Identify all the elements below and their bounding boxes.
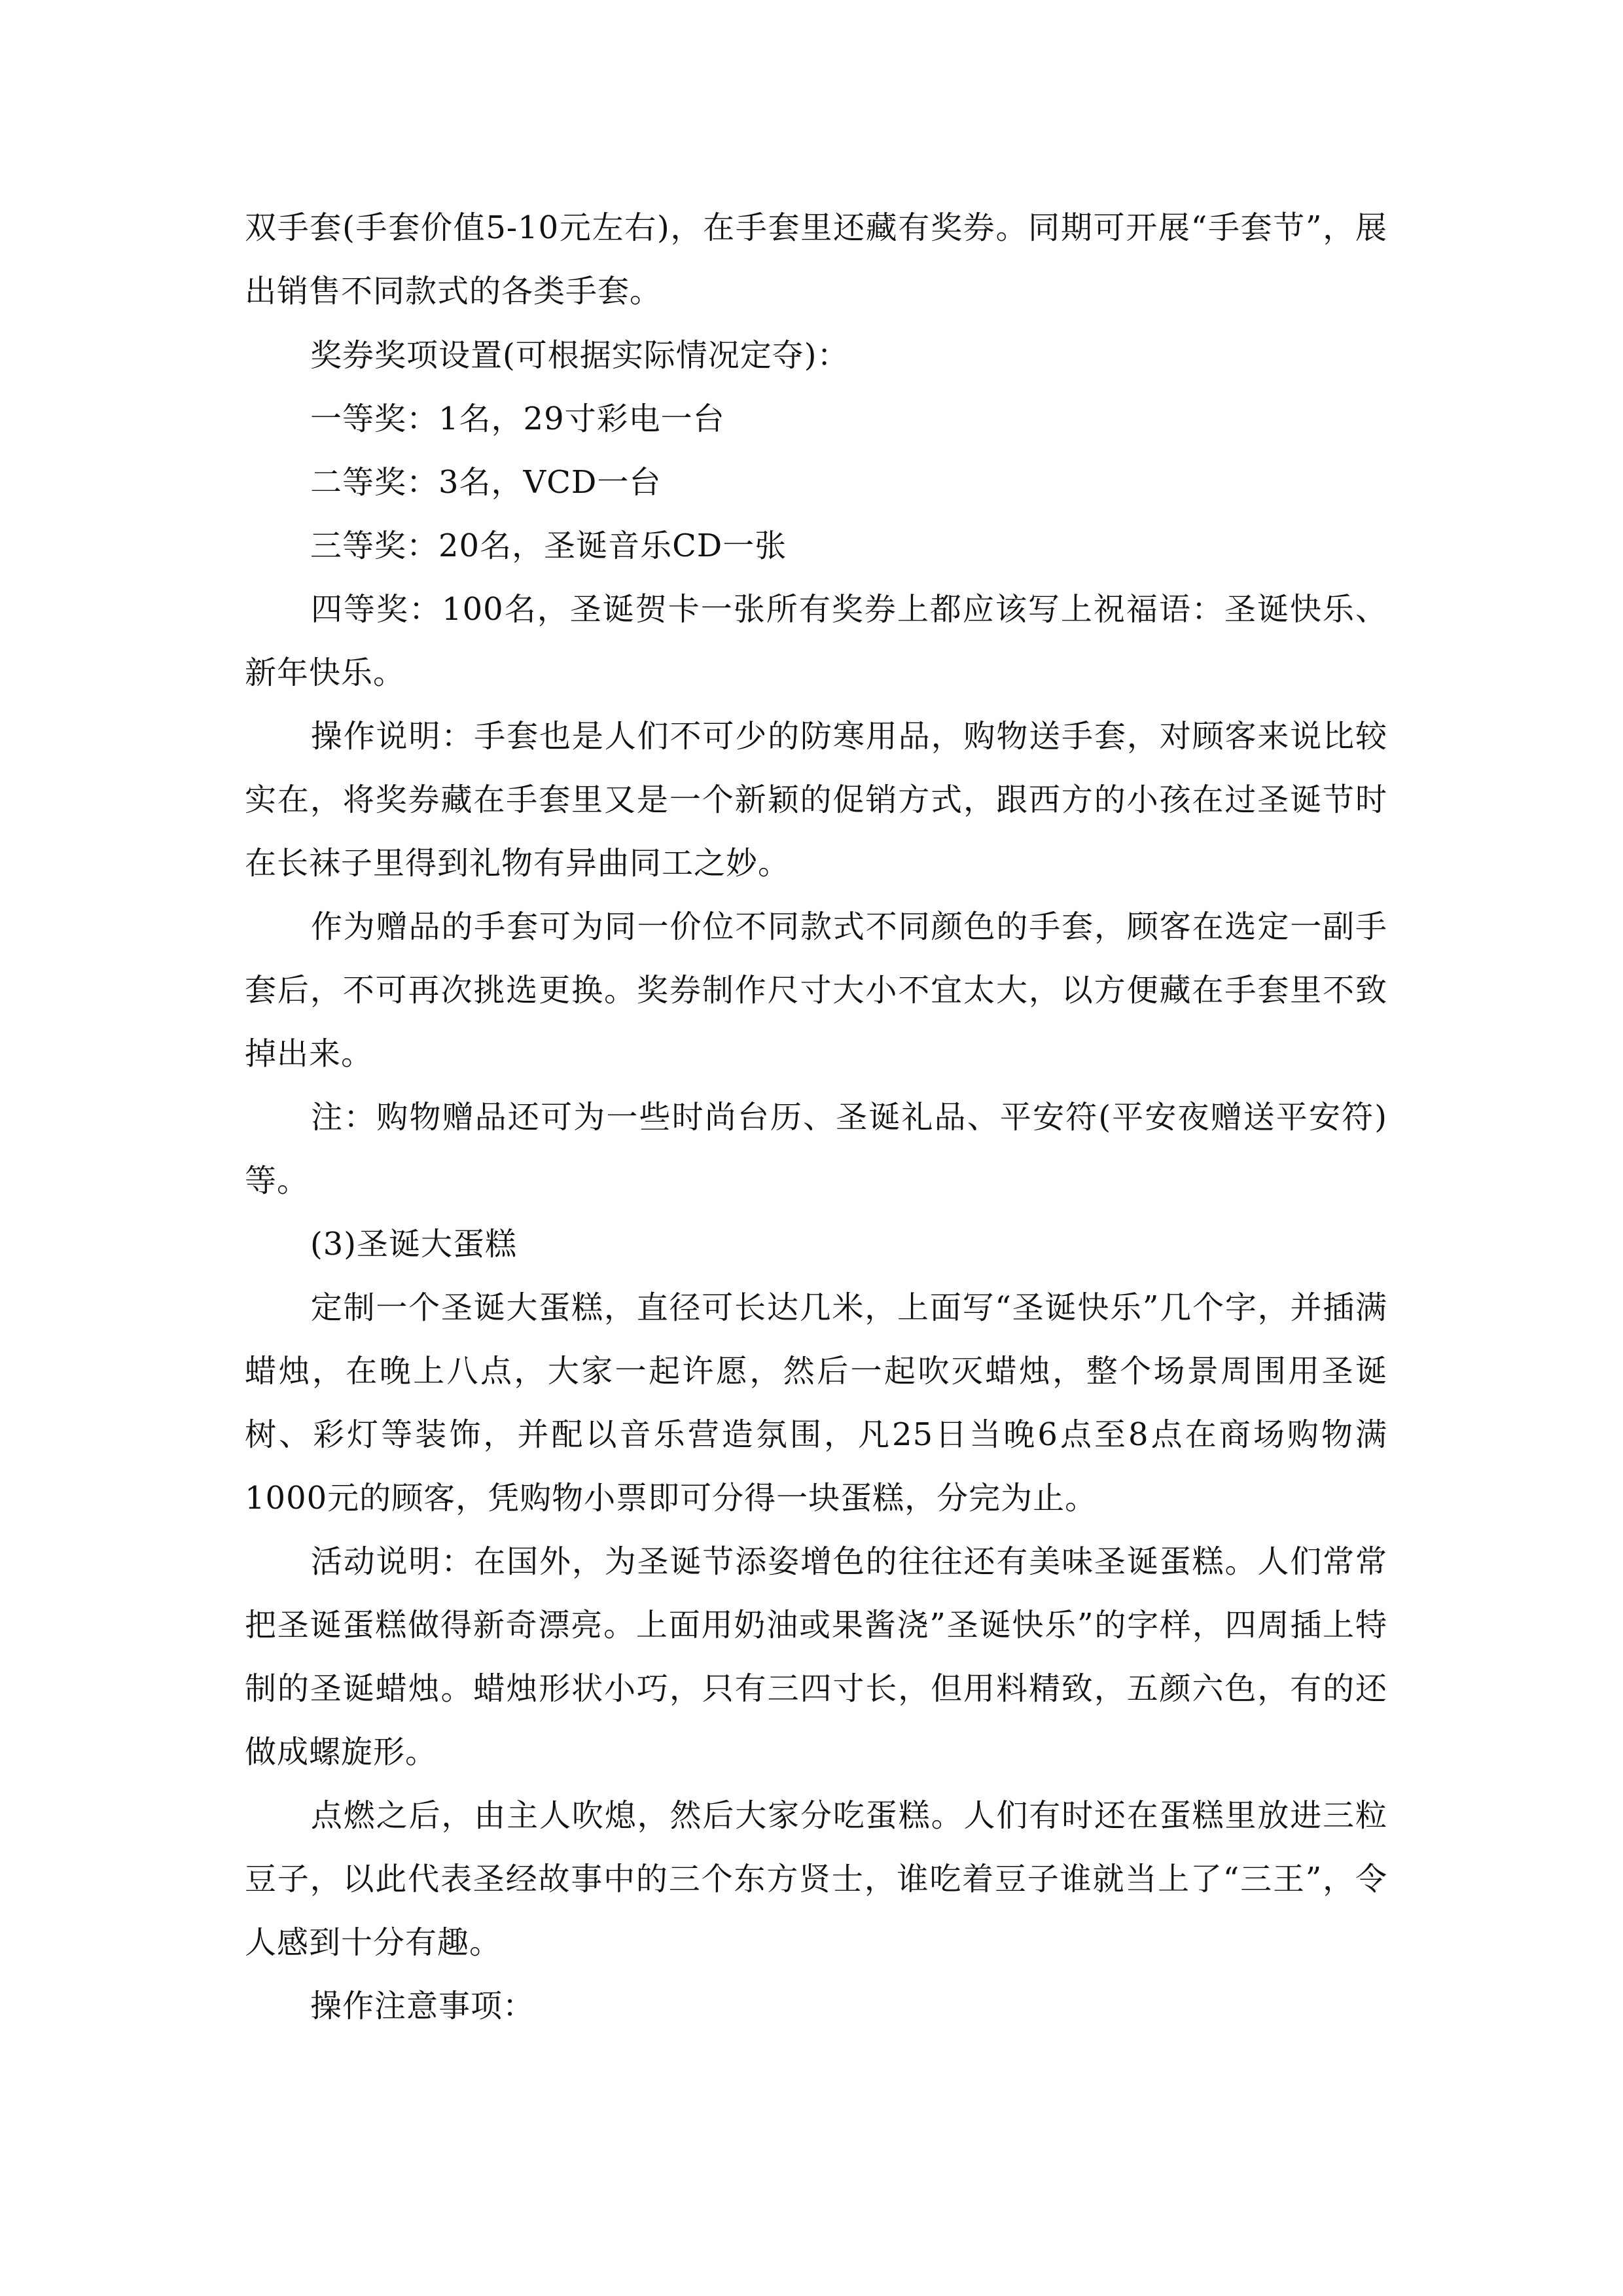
paragraph-text: 点燃之后，由主人吹熄，然后大家分吃蛋糕。人们有时还在蛋糕里放进三粒豆子，以此代表圣经故事中的三个东方贤士，谁吃着豆子谁就当上了“三王”，令人感到十分有趣。 xyxy=(245,1797,1387,1961)
paragraph-text: 双手套(手套价值5-10元左右)，在手套里还藏有奖券。同期可开展“手套节”，展出销售不同款式的各类手套。 xyxy=(245,209,1387,310)
paragraph-activity-notes xyxy=(245,1530,1387,1784)
paragraph-text: 活动说明：在国外，为圣诞节添姿增色的往往还有美味圣诞蛋糕。人们常常把圣诞蛋糕做得新奇漂亮。上面用奶油或果酱浇”圣诞快乐”的字样，四周插上特制的圣诞蜡烛。蜡烛形状小巧，只有三四寸长，但用料精致，五颜六色，有的还做成螺旋形。 xyxy=(245,1543,1387,1770)
paragraph-operation-precautions xyxy=(245,1975,1387,2038)
paragraph-operation-notes xyxy=(245,705,1387,895)
section-heading-cake xyxy=(245,1213,1387,1276)
paragraph-text: 二等奖：3名，VCD一台 xyxy=(310,464,662,501)
prize-first xyxy=(245,387,1387,451)
paragraph-text: 操作注意事项： xyxy=(310,1988,535,2024)
paragraph-text: 操作说明：手套也是人们不可少的防寒用品，购物送手套，对顾客来说比较实在，将奖券藏在手套里又是一个新颖的促销方式，跟西方的小孩在过圣诞节时在长袜子里得到礼物有异曲同工之妙。 xyxy=(245,718,1387,882)
paragraph-cake-description xyxy=(245,1276,1387,1530)
paragraph-note xyxy=(245,1086,1387,1213)
paragraph-candles xyxy=(245,1784,1387,1975)
prize-second xyxy=(245,451,1387,514)
paragraph-text: 定制一个圣诞大蛋糕，直径可长达几米，上面写“圣诞快乐”几个字，并插满蜡烛，在晚上八点，大家一起许愿，然后一起吹灭蜡烛，整个场景周围用圣诞树、彩灯等装饰，并配以音乐营造氛围，凡25日当晚6点至8点在商场购物满1000元的顾客，凭购物小票即可分得一块蛋糕，分完为止。 xyxy=(245,1289,1387,1516)
paragraph-text: 注：购物赠品还可为一些时尚台历、圣诞礼品、平安符(平安夜赠送平安符)等。 xyxy=(245,1099,1387,1199)
paragraph-text: 四等奖：100名，圣诞贺卡一张所有奖券上都应该写上祝福语：圣诞快乐、新年快乐。 xyxy=(245,591,1387,691)
paragraph-gloves-gift xyxy=(245,196,1387,323)
paragraph-text: 作为赠品的手套可为同一价位不同款式不同颜色的手套，顾客在选定一副手套后，不可再次挑选更换。奖券制作尺寸大小不宜太大，以方便藏在手套里不致掉出来。 xyxy=(245,908,1387,1072)
paragraph-gift-gloves xyxy=(245,895,1387,1086)
paragraph-text: 三等奖：20名，圣诞音乐CD一张 xyxy=(310,528,787,564)
paragraph-prize-settings xyxy=(245,324,1387,387)
paragraph-text: 一等奖：1名，29寸彩电一台 xyxy=(310,401,725,437)
prize-third xyxy=(245,514,1387,578)
paragraph-text: (3)圣诞大蛋糕 xyxy=(310,1226,517,1263)
paragraph-text: 奖券奖项设置(可根据实际情况定夺)： xyxy=(310,337,849,374)
prize-fourth xyxy=(245,578,1387,705)
